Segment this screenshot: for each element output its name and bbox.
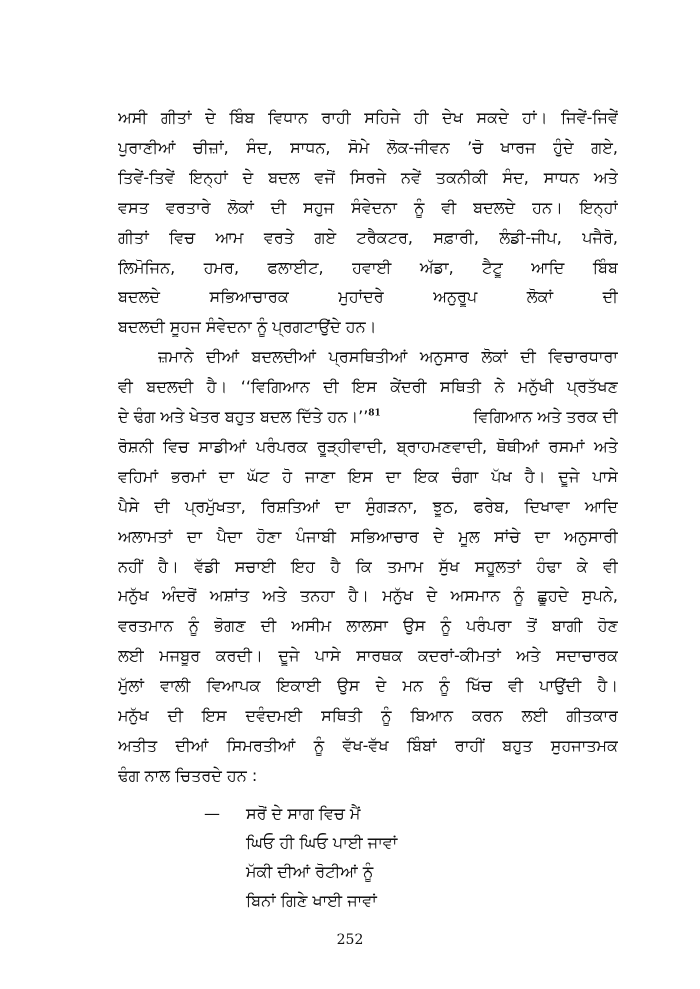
body-text-line: ਮੁੱਲਾਂ ਵਾਲੀ ਵਿਆਪਕ ਇਕਾਈ ਉਸ ਦੇ ਮਨ ਨੂੰ ਖਿੱਚ ਵੀ ਪਾਉਂਦੀ ਹੈ। — [118, 676, 618, 695]
body-text-line: ਲਈ ਮਜਬੂਰ ਕਰਦੀ। ਦੂਜੇ ਪਾਸੇ ਸਾਰਥਕ ਕਦਰਾਂ-ਕੀਮਤਾਂ ਅਤੇ ਸਦਾਚਾਰਕ — [118, 646, 618, 665]
body-text-line: ਰੋਸ਼ਨੀ ਵਿਚ ਸਾਡੀਆਂ ਪਰੰਪਰਕ ਰੂੜ੍ਹੀਵਾਦੀ, ਬ੍ਰਾਹਮਣਵਾਦੀ, ਥੋਥੀਆਂ ਰਸਮਾਂ ਅਤੇ — [118, 437, 618, 456]
body-text-line-with-footnote — [118, 407, 618, 427]
body-text-line: ਵਹਿਮਾਂ ਭਰਮਾਂ ਦਾ ਘੱਟ ਹੋ ਜਾਣਾ ਇਸ ਦਾ ਇਕ ਚੰਗਾ ਪੱਖ ਹੈ। ਦੂਜੇ ਪਾਸੇ — [118, 467, 618, 486]
verse-line: ਸਰੋਂ ਦੇ ਸਾਗ ਵਿਚ ਮੈਂ — [246, 804, 361, 823]
body-text-line: ਵਸਤ ਵਰਤਾਰੇ ਲੋਕਾਂ ਦੀ ਸਹੁਜ ਸੰਵੇਦਨਾ ਨੂੰ ਵੀ ਬਦਲਦੇ ਹਨ। ਇਨ੍ਹਾਂ — [118, 198, 618, 217]
body-text-line: ਵੀ ਬਦਲਦੀ ਹੈ। ‘‘ਵਿਗਿਆਨ ਦੀ ਇਸ ਕੇਂਦਰੀ ਸਥਿਤੀ ਨੇ ਮਨੁੱਖੀ ਪ੍ਰਤੱਖਣ — [118, 377, 618, 396]
body-text-line: ਵਰਤਮਾਨ ਨੂੰ ਭੋਗਣ ਦੀ ਅਸੀਮ ਲਾਲਸਾ ਉਸ ਨੂੰ ਪਰੰਪਰਾ ਤੋਂ ਬਾਗੀ ਹੋਣ — [118, 616, 618, 635]
body-text-line: ਪੈਸੇ ਦੀ ਪ੍ਰਮੁੱਖਤਾ, ਰਿਸ਼ਤਿਆਂ ਦਾ ਸੁੰਗੜਨਾ, ਝੂਠ, ਫਰੇਬ, ਦਿਖਾਵਾ ਆਦਿ — [118, 497, 618, 516]
body-text-line: ਲਿਮੋਜਿਨ, ਹਮਰ, ਫਲਾਈਟ, ਹਵਾਈ ਅੱਡਾ, ਟੈਟੂ ਆਦਿ ਬਿੰਬ — [118, 258, 618, 277]
page-number: 252 — [336, 932, 364, 948]
body-text-line: ਅਸੀ ਗੀਤਾਂ ਦੇ ਬਿੰਬ ਵਿਧਾਨ ਰਾਹੀ ਸਹਿਜੇ ਹੀ ਦੇਖ ਸਕਦੇ ਹਾਂ। ਜਿਵੇਂ-ਜਿਵੇਂ — [118, 108, 618, 127]
body-text-line: ਢੰਗ ਨਾਲ ਚਿਤਰਦੇ ਹਨ : — [118, 766, 258, 785]
body-text-line: ਅਤੀਤ ਦੀਆਂ ਸਿਮਰਤੀਆਂ ਨੂੰ ਵੱਖ-ਵੱਖ ਬਿੰਬਾਂ ਰਾਹੀਂ ਬਹੁਤ ਸੁਹਜਾਤਮਕ — [118, 736, 618, 755]
footnote-line-text: ਦੇ ਢੰਗ ਅਤੇ ਖੇਤਰ ਬਹੁਤ ਬਦਲ ਦਿੱਤੇ ਹਨ।’’$^{81}$ — [118, 407, 381, 426]
verse-line: ਬਿਨਾਂ ਗਿਣੇ ਖਾਈ ਜਾਵਾਂ — [246, 891, 377, 910]
verse-line: ਘਿਓ ਹੀ ਘਿਓ ਪਾਈ ਜਾਵਾਂ — [246, 833, 398, 852]
body-text-line: ਬਦਲਦੀ ਸੂਹਜ ਸੰਵੇਦਨਾ ਨੂੰ ਪ੍ਰਗਟਾਉਂਦੇ ਹਨ। — [118, 317, 377, 336]
body-text-line: ਮਨੁੱਖ ਦੀ ਇਸ ਦਵੰਦਮਈ ਸਥਿਤੀ ਨੂੰ ਬਿਆਨ ਕਰਨ ਲਈ ਗੀਤਕਾਰ — [118, 706, 618, 725]
verse-line: ਮੱਕੀ ਦੀਆਂ ਰੋਟੀਆਂ ਨੂੰ — [246, 862, 374, 881]
body-text-line: ਮਨੁੱਖ ਅੰਦਰੋਂ ਅਸ਼ਾਂਤ ਅਤੇ ਤਨਹਾ ਹੈ। ਮਨੁੱਖ ਦੇ ਅਸਮਾਨ ਨੂੰ ਛੂਹਦੇ ਸੁਪਨੇ, — [118, 586, 618, 605]
body-text-line: ਪੁਰਾਣੀਆਂ ਚੀਜ਼ਾਂ, ਸੰਦ, ਸਾਧਨ, ਸੋਮੇ ਲੋਕ-ਜੀਵਨ ’ਚੋ ਖਾਰਜ ਹੁੰਦੇ ਗਏ, — [118, 138, 618, 157]
body-text-line: ਗੀਤਾਂ ਵਿਚ ਆਮ ਵਰਤੇ ਗਏ ਟਰੈਕਟਰ, ਸਫ਼ਾਰੀ, ਲੰਡੀ-ਜੀਪ, ਪਜੈਰੋ, — [118, 228, 618, 247]
verse-dash: — — [204, 804, 220, 823]
footnote-line-tail: ਵਿਗਿਆਨ ਅਤੇ ਤਰਕ ਦੀ — [473, 407, 618, 426]
body-text-line: ਨਹੀਂ ਹੈ। ਵੱਡੀ ਸਚਾਈ ਇਹ ਹੈ ਕਿ ਤਮਾਮ ਸੁੱਖ ਸਹੂਲਤਾਂ ਹੰਢਾ ਕੇ ਵੀ — [118, 557, 618, 576]
body-text-line-indented: ਜ਼ਮਾਨੇ ਦੀਆਂ ਬਦਲਦੀਆਂ ਪ੍ਰਸਥਿਤੀਆਂ ਅਨੁਸਾਰ ਲੋਕਾਂ ਦੀ ਵਿਚਾਰਧਾਰਾ — [158, 347, 618, 366]
footnote-reference: 81 — [368, 408, 381, 419]
body-text-line: ਅਲਾਮਤਾਂ ਦਾ ਪੈਦਾ ਹੋਣਾ ਪੰਜਾਬੀ ਸਭਿਆਚਾਰ ਦੇ ਮੂਲ ਸਾਂਚੇ ਦਾ ਅਨੁਸਾਰੀ — [118, 527, 618, 546]
body-text-line: ਤਿਵੇਂ-ਤਿਵੇਂ ਇਨ੍ਹਾਂ ਦੇ ਬਦਲ ਵਜੋਂ ਸਿਰਜੇ ਨਵੇਂ ਤਕਨੀਕੀ ਸੰਦ, ਸਾਧਨ ਅਤੇ — [118, 168, 618, 187]
body-text-line: ਬਦਲਦੇ ਸਭਿਆਚਾਰਕ ਮੁਹਾਂਦਰੇ ਅਨੁਰੂਪ ਲੋਕਾਂ ਦੀ — [118, 287, 618, 306]
